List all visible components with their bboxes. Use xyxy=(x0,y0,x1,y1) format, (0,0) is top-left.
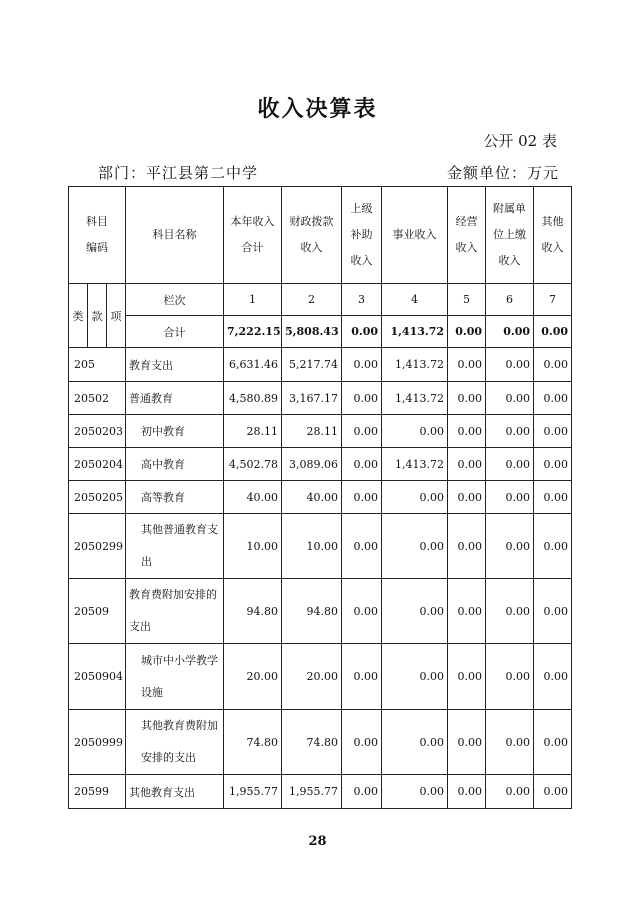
row-value: 10.00 xyxy=(224,514,282,579)
row-value: 94.80 xyxy=(282,579,342,644)
row-value: 0.00 xyxy=(342,415,382,448)
row-value: 0.00 xyxy=(382,481,448,514)
row-value: 0.00 xyxy=(448,348,486,382)
page-title: 收入决算表 xyxy=(257,97,378,122)
row-value: 0.00 xyxy=(342,382,382,415)
row-value: 0.00 xyxy=(448,415,486,448)
row-value: 0.00 xyxy=(534,579,572,644)
column-number-row xyxy=(69,284,572,316)
row-value: 0.00 xyxy=(486,481,534,514)
row-code: 20599 xyxy=(69,775,126,809)
row-value: 0.00 xyxy=(448,448,486,481)
row-value: 0.00 xyxy=(486,710,534,775)
header-affiliated: 附属单位上缴收入 xyxy=(486,187,534,284)
row-value: 0.00 xyxy=(448,644,486,710)
row-value: 0.00 xyxy=(448,775,486,809)
row-name: 城市中小学教学设施 xyxy=(126,644,224,710)
header-total: 本年收入合计 xyxy=(224,187,282,284)
sub-header-xiang: 项 xyxy=(107,284,126,348)
row-value: 10.00 xyxy=(282,514,342,579)
row-value: 0.00 xyxy=(342,579,382,644)
row-value: 0.00 xyxy=(342,348,382,382)
row-value: 1,413.72 xyxy=(382,348,448,382)
header-other: 其他收入 xyxy=(534,187,572,284)
table-row xyxy=(69,481,572,514)
row-name: 其他教育支出 xyxy=(126,775,224,809)
total-value: 0.00 xyxy=(486,316,534,348)
form-number: 公开 02 表 xyxy=(483,132,557,150)
header-row xyxy=(69,187,572,284)
row-name: 其他教育费附加安排的支出 xyxy=(126,710,224,775)
total-value: 1,413.72 xyxy=(382,316,448,348)
column-number: 5 xyxy=(448,284,486,316)
row-value: 0.00 xyxy=(382,415,448,448)
row-value: 0.00 xyxy=(534,448,572,481)
row-value: 0.00 xyxy=(342,514,382,579)
row-value: 0.00 xyxy=(382,579,448,644)
row-name: 高等教育 xyxy=(126,481,224,514)
total-value: 0.00 xyxy=(448,316,486,348)
row-value: 0.00 xyxy=(448,514,486,579)
row-code: 2050999 xyxy=(69,710,126,775)
column-number: 6 xyxy=(486,284,534,316)
row-value: 0.00 xyxy=(382,775,448,809)
row-value: 94.80 xyxy=(224,579,282,644)
row-value: 0.00 xyxy=(486,644,534,710)
table-row xyxy=(69,775,572,809)
table-row xyxy=(69,644,572,710)
row-name: 初中教育 xyxy=(126,415,224,448)
row-value: 1,955.77 xyxy=(224,775,282,809)
total-row xyxy=(69,316,572,348)
row-code: 2050904 xyxy=(69,644,126,710)
header-name: 科目名称 xyxy=(126,187,224,284)
header-fiscal: 财政拨款收入 xyxy=(282,187,342,284)
row-code: 20502 xyxy=(69,382,126,415)
table-row xyxy=(69,382,572,415)
row-value: 6,631.46 xyxy=(224,348,282,382)
row-value: 0.00 xyxy=(486,382,534,415)
row-value: 0.00 xyxy=(486,775,534,809)
row-value: 1,413.72 xyxy=(382,382,448,415)
row-value: 0.00 xyxy=(486,514,534,579)
page-number: 28 xyxy=(308,834,327,849)
row-value: 0.00 xyxy=(486,348,534,382)
row-code: 2050204 xyxy=(69,448,126,481)
row-value: 0.00 xyxy=(534,415,572,448)
row-code: 2050299 xyxy=(69,514,126,579)
department-label: 部门：平江县第二中学 xyxy=(98,164,259,182)
row-value: 20.00 xyxy=(224,644,282,710)
row-value: 0.00 xyxy=(448,579,486,644)
row-code: 20509 xyxy=(69,579,126,644)
row-value: 0.00 xyxy=(382,710,448,775)
row-value: 4,502.78 xyxy=(224,448,282,481)
row-code: 205 xyxy=(69,348,126,382)
row-value: 0.00 xyxy=(448,481,486,514)
row-value: 0.00 xyxy=(342,644,382,710)
row-value: 0.00 xyxy=(486,579,534,644)
income-table xyxy=(68,186,572,809)
row-value: 20.00 xyxy=(282,644,342,710)
row-value: 1,955.77 xyxy=(282,775,342,809)
row-value: 1,413.72 xyxy=(382,448,448,481)
table-row xyxy=(69,415,572,448)
row-value: 0.00 xyxy=(342,448,382,481)
row-code: 2050205 xyxy=(69,481,126,514)
row-value: 28.11 xyxy=(282,415,342,448)
table-row xyxy=(69,579,572,644)
row-value: 3,089.06 xyxy=(282,448,342,481)
column-number: 7 xyxy=(534,284,572,316)
row-value: 0.00 xyxy=(342,481,382,514)
row-value: 0.00 xyxy=(448,710,486,775)
table-row xyxy=(69,348,572,382)
sub-header-lei: 类 xyxy=(69,284,88,348)
column-number: 2 xyxy=(282,284,342,316)
row-name: 其他普通教育支出 xyxy=(126,514,224,579)
row-value: 0.00 xyxy=(534,710,572,775)
row-value: 0.00 xyxy=(342,775,382,809)
row-name: 普通教育 xyxy=(126,382,224,415)
row-value: 5,217.74 xyxy=(282,348,342,382)
row-code: 2050203 xyxy=(69,415,126,448)
total-label: 合计 xyxy=(126,316,224,348)
row-value: 0.00 xyxy=(534,514,572,579)
row-value: 74.80 xyxy=(224,710,282,775)
column-number: 1 xyxy=(224,284,282,316)
sub-header-kuan: 款 xyxy=(88,284,107,348)
row-value: 40.00 xyxy=(282,481,342,514)
unit-label: 金额单位：万元 xyxy=(446,164,559,182)
table-row xyxy=(69,710,572,775)
row-value: 0.00 xyxy=(382,644,448,710)
column-number: 4 xyxy=(382,284,448,316)
column-number: 3 xyxy=(342,284,382,316)
row-value: 28.11 xyxy=(224,415,282,448)
column-order-label: 栏次 xyxy=(126,284,224,316)
header-business: 事业收入 xyxy=(382,187,448,284)
row-name: 教育支出 xyxy=(126,348,224,382)
header-operating: 经营收入 xyxy=(448,187,486,284)
row-value: 74.80 xyxy=(282,710,342,775)
total-value: 7,222.15 xyxy=(224,316,282,348)
row-value: 0.00 xyxy=(534,382,572,415)
row-value: 0.00 xyxy=(534,481,572,514)
total-value: 0.00 xyxy=(342,316,382,348)
row-value: 0.00 xyxy=(486,448,534,481)
total-value: 5,808.43 xyxy=(282,316,342,348)
row-value: 0.00 xyxy=(342,710,382,775)
row-value: 4,580.89 xyxy=(224,382,282,415)
row-value: 40.00 xyxy=(224,481,282,514)
total-value: 0.00 xyxy=(534,316,572,348)
table-row xyxy=(69,448,572,481)
row-value: 3,167.17 xyxy=(282,382,342,415)
row-value: 0.00 xyxy=(486,415,534,448)
table-row xyxy=(69,514,572,579)
header-upper: 上级补助收入 xyxy=(342,187,382,284)
row-name: 高中教育 xyxy=(126,448,224,481)
header-code: 科目编码 xyxy=(69,187,126,284)
row-name: 教育费附加安排的支出 xyxy=(126,579,224,644)
row-value: 0.00 xyxy=(534,644,572,710)
row-value: 0.00 xyxy=(448,382,486,415)
row-value: 0.00 xyxy=(382,514,448,579)
row-value: 0.00 xyxy=(534,775,572,809)
row-value: 0.00 xyxy=(534,348,572,382)
